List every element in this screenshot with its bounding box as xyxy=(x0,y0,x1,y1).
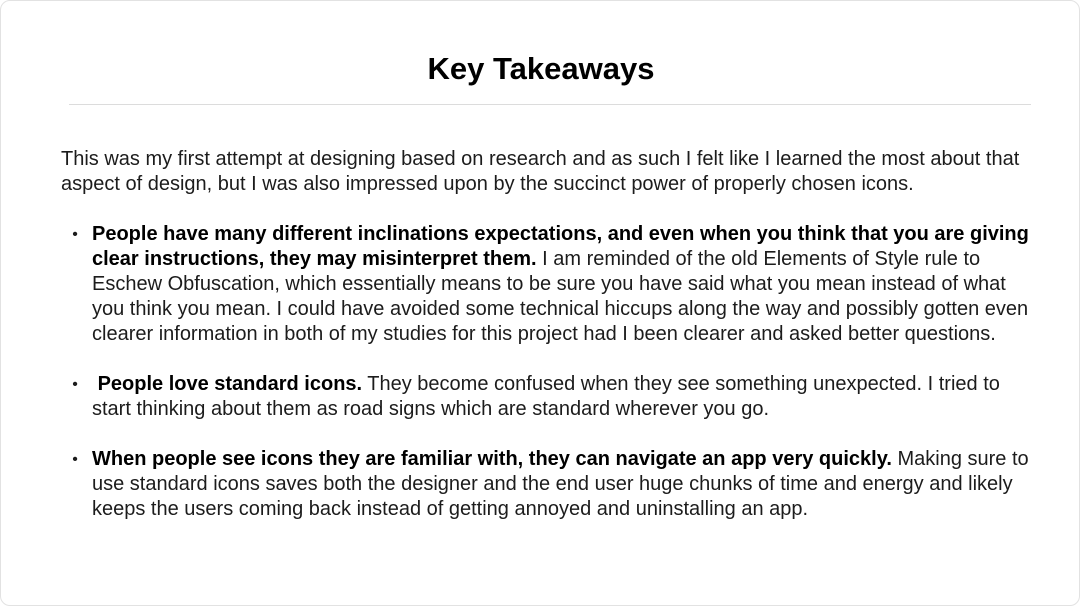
takeaway-item-2 xyxy=(61,372,1031,422)
bullet-icon: • xyxy=(72,226,78,243)
takeaway-3-heading: When people see icons they are familiar with, they can navigate an app very quickly. xyxy=(92,448,892,470)
takeaway-2-text: They become confused when they see something unexpected. I tried to start thinking about them as road signs which are standard wherever you go. xyxy=(92,373,1000,420)
takeaway-list xyxy=(61,222,1031,522)
bullet-icon: • xyxy=(72,451,78,468)
takeaway-3-text: Making sure to use standard icons saves both the designer and the end user huge chunks of time and energy and likely keeps the users coming back instead of getting annoyed and uninstalling an app. xyxy=(92,448,1029,520)
takeaway-item-3 xyxy=(61,447,1031,522)
takeaway-1-text: I am reminded of the old Elements of Style rule to Eschew Obfuscation, which essentially means to be sure you have said what you mean instead of what you think you mean. I could have avoided some technical hiccups along the way and possibly gotten even clearer information in both of my studies for this project had I been clearer and asked better questions. xyxy=(92,248,1029,345)
intro-paragraph: This was my first attempt at designing based on research and as such I felt like I learned the most about that aspect of design, but I was also impressed upon by the succinct power of properly chosen icons. xyxy=(61,148,1020,195)
takeaway-1-heading: People have many different inclinations expectations, and even when you think that you are giving clear instructions, they may misinterpret them. xyxy=(92,223,1029,270)
slide-content xyxy=(61,147,1031,547)
takeaway-2-heading: People love standard icons. xyxy=(92,373,363,395)
title-divider xyxy=(69,104,1031,105)
takeaway-item-1 xyxy=(61,222,1031,347)
bullet-icon: • xyxy=(72,376,78,393)
slide-title: Key Takeaways xyxy=(427,51,655,86)
